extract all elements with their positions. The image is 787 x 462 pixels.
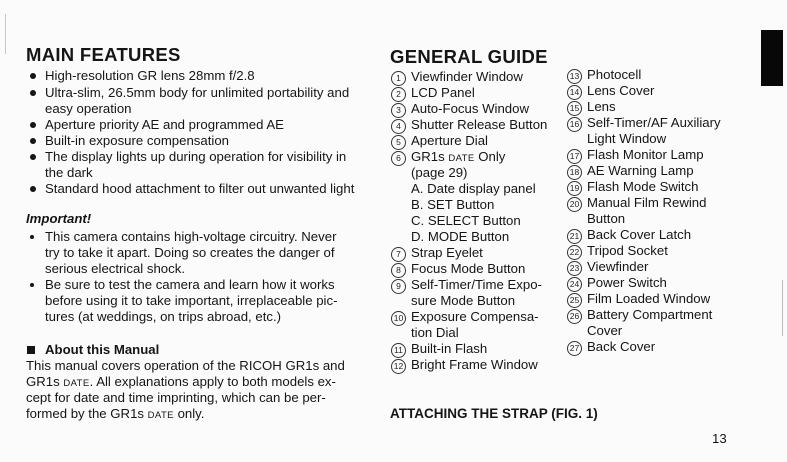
guide-item-3: Auto-Focus Window [411, 101, 529, 116]
guide-item-13: Photocell [587, 67, 642, 82]
guide-item-22: Tripod Socket [587, 243, 668, 258]
callout-number-icon: 18 [567, 165, 582, 180]
section-tab-marker [761, 30, 783, 86]
main-features-title: MAIN FEATURES [26, 44, 181, 65]
about-line-4: formed by the GR1s DATE only. [26, 406, 205, 421]
guide-item-17: Flash Monitor Lamp [587, 147, 704, 162]
guide-item-20: Manual Film Rewind [587, 195, 707, 210]
about-line-1: This manual covers operation of the RICOH GR1s and [26, 358, 345, 373]
callout-number-icon: 4 [391, 119, 406, 134]
general-guide-title: GENERAL GUIDE [390, 46, 548, 67]
guide-item-6-page: (page 29) [411, 165, 468, 180]
guide-item-14: Lens Cover [587, 83, 655, 98]
callout-number-icon: 12 [391, 359, 406, 374]
guide-item-11: Built-in Flash [411, 341, 488, 356]
guide-item-24: Power Switch [587, 275, 667, 290]
callout-number-icon: 16 [567, 117, 582, 132]
callout-number-icon: 19 [567, 181, 582, 196]
guide-item-6: GR1s DATE Only [411, 149, 506, 164]
important-item-1: This camera contains high-voltage circuitry. Never [45, 229, 337, 244]
guide-item-9-cont: sure Mode Button [411, 293, 516, 308]
guide-item-10-cont: tion Dial [411, 325, 459, 340]
guide-item-6d: D. MODE Button [411, 229, 510, 244]
guide-item-6c: C. SELECT Button [411, 213, 521, 228]
callout-number-icon: 9 [391, 279, 406, 294]
guide-item-10: Exposure Compensa- [411, 309, 539, 324]
guide-item-23: Viewfinder [587, 259, 649, 274]
important-title: Important! [26, 211, 92, 226]
guide-item-26: Battery Compartment [587, 307, 713, 322]
guide-item-7: Strap Eyelet [411, 245, 483, 260]
callout-number-icon: 24 [567, 277, 582, 292]
about-title: About this Manual [45, 342, 160, 357]
callout-number-icon: 21 [567, 229, 582, 244]
callout-number-icon: 26 [567, 309, 582, 324]
callout-number-icon: 10 [391, 311, 406, 326]
page-number: 13 [712, 431, 727, 446]
guide-item-26-cont: Cover [587, 323, 623, 338]
important-item-2-l3: tures (at weddings, on trips abroad, etc.) [45, 309, 282, 324]
guide-item-15: Lens [587, 99, 616, 114]
guide-item-20-cont: Button [587, 211, 626, 226]
guide-item-25: Film Loaded Window [587, 291, 711, 306]
callout-number-icon: 20 [567, 197, 582, 212]
guide-item-1: Viewfinder Window [411, 69, 523, 84]
callout-number-icon: 14 [567, 85, 582, 100]
feature-5-cont: the dark [45, 165, 93, 180]
callout-number-icon: 8 [391, 263, 406, 278]
guide-item-12: Bright Frame Window [411, 357, 538, 372]
guide-item-6b: B. SET Button [411, 197, 495, 212]
callout-number-icon: 1 [391, 71, 406, 86]
page-edge-mark-right [782, 280, 783, 336]
callout-number-icon: 11 [391, 343, 406, 358]
callout-number-icon: 5 [391, 135, 406, 150]
strap-section-heading: ATTACHING THE STRAP (FIG. 1) [390, 406, 598, 421]
guide-item-9: Self-Timer/Time Expo- [411, 277, 542, 292]
guide-item-6a: A. Date display panel [411, 181, 536, 196]
feature-5: The display lights up during operation for visibility in [45, 149, 347, 164]
about-line-3: cept for date and time imprinting, which can be per- [26, 390, 326, 405]
callout-number-icon: 22 [567, 245, 582, 260]
important-item-1-l3: serious electrical shock. [45, 261, 185, 276]
section-square-icon [27, 346, 35, 354]
callout-number-icon: 17 [567, 149, 582, 164]
important-item-2: Be sure to test the camera and learn how it works [45, 277, 335, 292]
feature-6: Standard hood attachment to filter out unwanted light [45, 181, 355, 196]
guide-item-4: Shutter Release Button [411, 117, 548, 132]
callout-number-icon: 13 [567, 69, 582, 84]
guide-item-16: Self-Timer/AF Auxiliary [587, 115, 721, 130]
feature-4: Built-in exposure compensation [45, 133, 229, 148]
callout-number-icon: 15 [567, 101, 582, 116]
feature-2: Ultra-slim, 26.5mm body for unlimited portability and [45, 85, 350, 100]
callout-number-icon: 6 [391, 151, 406, 166]
about-line-2: GR1s DATE. All explanations apply to both models ex- [26, 374, 336, 389]
callout-number-icon: 2 [391, 87, 406, 102]
guide-item-5: Aperture Dial [411, 133, 488, 148]
callout-number-icon: 23 [567, 261, 582, 276]
guide-item-21: Back Cover Latch [587, 227, 692, 242]
callout-number-icon: 25 [567, 293, 582, 308]
feature-1: High-resolution GR lens 28mm f/2.8 [45, 68, 255, 83]
page-edge-mark [5, 14, 6, 54]
feature-2-cont: easy operation [45, 101, 132, 116]
callout-number-icon: 3 [391, 103, 406, 118]
guide-item-16-cont: Light Window [587, 131, 667, 146]
important-item-2-l2: before using it to take important, irreplaceable pic- [45, 293, 338, 308]
callout-number-icon: 7 [391, 247, 406, 262]
guide-item-18: AE Warning Lamp [587, 163, 694, 178]
callout-number-icon: 27 [567, 341, 582, 356]
important-item-1-l2: try to take it apart. Doing so creates the danger of [45, 245, 335, 260]
guide-item-19: Flash Mode Switch [587, 179, 699, 194]
guide-item-2: LCD Panel [411, 85, 475, 100]
guide-item-27: Back Cover [587, 339, 656, 354]
guide-item-8: Focus Mode Button [411, 261, 526, 276]
feature-3: Aperture priority AE and programmed AE [45, 117, 284, 132]
